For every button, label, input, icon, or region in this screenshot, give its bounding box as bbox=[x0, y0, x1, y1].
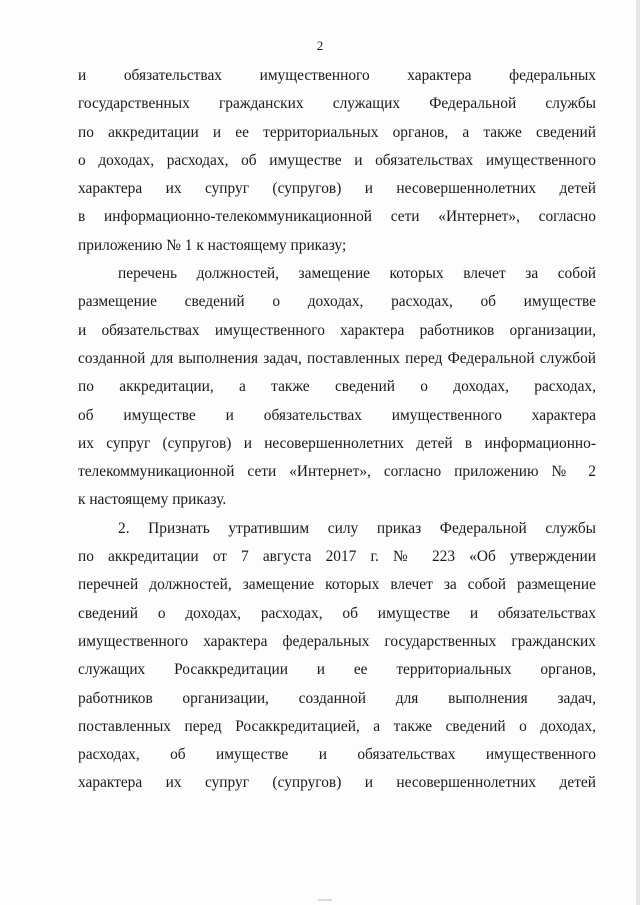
text-line: созданной для выполнения задач, поставленных перед Федеральной службой bbox=[78, 349, 596, 367]
text-line: и обязательствах имущественного характера федеральных bbox=[78, 67, 596, 84]
page-edge-shadow bbox=[636, 0, 640, 905]
text-line: поставленных перед Росаккредитацией, а также сведений о доходах, bbox=[78, 717, 596, 735]
scan-artifact bbox=[318, 899, 332, 901]
text-line: телекоммуникационной сети «Интернет», согласно приложению № 2 bbox=[78, 463, 596, 481]
text-line: характера их супруг (супругов) и несовершеннолетних детей bbox=[78, 180, 596, 198]
text-line: об имуществе и обязательствах имущественного характера bbox=[78, 406, 596, 424]
text-line: характера их супруг (супругов) и несовершеннолетних детей bbox=[78, 774, 596, 792]
text-line: по аккредитации, а также сведений о доходах, расходах, bbox=[78, 378, 596, 396]
text-line: о доходах, расходах, об имуществе и обязательствах имущественного bbox=[78, 151, 596, 169]
text-line: 2. Признать утратившим силу приказ Федеральной службы bbox=[118, 519, 596, 537]
text-line: служащих Росаккредитации и ее территориальных органов, bbox=[78, 661, 596, 679]
text-line: работников организации, созданной для выполнения задач, bbox=[78, 689, 596, 707]
text-line: и обязательствах имущественного характера работников организации, bbox=[78, 321, 596, 339]
paragraph-list-of-positions bbox=[78, 260, 596, 515]
paragraph-repeal-order bbox=[78, 515, 596, 798]
text-line: их супруг (супругов) и несовершеннолетних детей в информационно- bbox=[78, 434, 596, 452]
text-line: приложению № 1 к настоящему приказу; bbox=[78, 236, 347, 254]
text-line: имущественного характера федеральных государственных гражданских bbox=[78, 632, 596, 650]
text-line: расходах, об имуществе и обязательствах имущественного bbox=[78, 746, 596, 764]
text-line: сведений о доходах, расходах, об имуществе и обязательствах bbox=[78, 604, 596, 622]
page-number: 2 bbox=[316, 38, 324, 53]
text-line: в информационно-телекоммуникационной сети «Интернет», согласно bbox=[78, 208, 596, 226]
text-line: перечень должностей, замещение которых влечет за собой bbox=[118, 265, 596, 283]
document-body bbox=[78, 62, 596, 798]
text-line: к настоящему приказу. bbox=[78, 491, 227, 509]
text-line: по аккредитации и ее территориальных органов, а также сведений bbox=[78, 123, 596, 141]
paragraph-continuation bbox=[78, 62, 596, 260]
text-line: перечней должностей, замещение которых влечет за собой размещение bbox=[78, 576, 596, 594]
text-line: размещение сведений о доходах, расходах, об имуществе bbox=[78, 293, 596, 311]
text-line: государственных гражданских служащих Федеральной службы bbox=[78, 95, 596, 113]
text-line: по аккредитации от 7 августа 2017 г. № 223 «Об утверждении bbox=[78, 548, 596, 566]
